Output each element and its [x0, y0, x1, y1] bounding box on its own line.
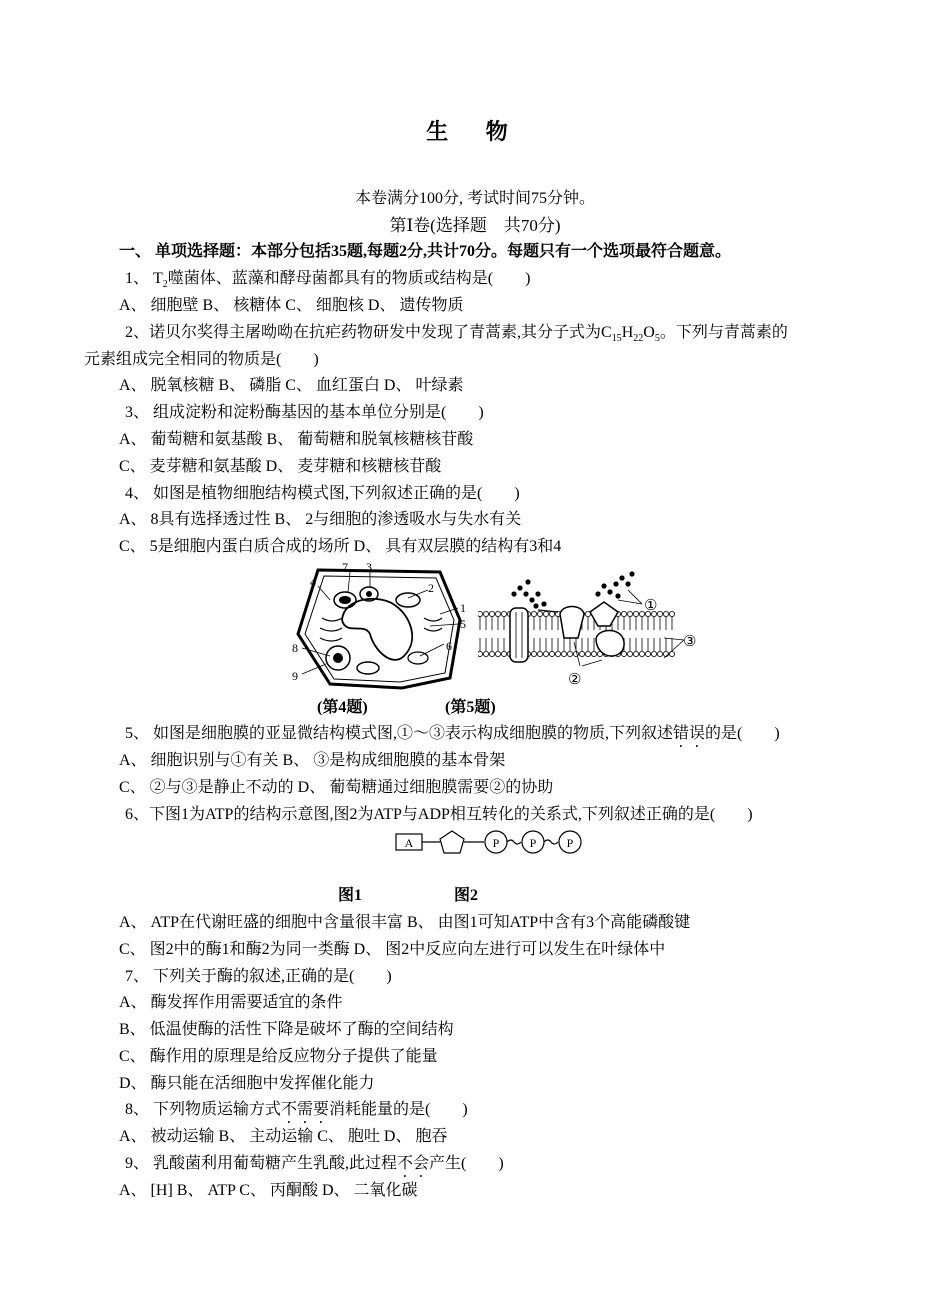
phospholipid-head: [621, 611, 626, 616]
phospholipid-head: [543, 611, 548, 616]
phospholipid-head: [639, 651, 644, 656]
membrane-label: ③: [683, 634, 697, 650]
page-title: 生 物: [426, 119, 524, 144]
question-3-options-cd: C、 麦芽糖和氨基酸 D、 麦芽糖和核糖核苷酸: [119, 458, 442, 475]
atp-label-phosphate: P: [566, 836, 574, 850]
phospholipid-head: [543, 651, 548, 656]
atp-structure-figure: [394, 828, 594, 858]
exam-info: 本卷满分100分, 考试时间75分钟。: [354, 190, 595, 207]
phospholipid-head: [489, 651, 494, 656]
question-9-stem: 9、 乳酸菌利用葡萄糖产生乳酸,此过程不会产生( ): [125, 1155, 504, 1172]
phospholipid-head: [501, 611, 506, 616]
question-2-options: A、 脱氧核糖 B、 磷脂 C、 血红蛋白 D、 叶绿素: [119, 377, 464, 394]
question-5-options-cd: C、 ②与③是静止不动的 D、 葡萄糖通过细胞膜需要②的协助: [119, 779, 554, 796]
question-1-stem: 1、 $T_2$噬菌体、蓝藻和酵母菌都具有的物质或结构是( ): [125, 270, 531, 291]
question-6-options-cd: C、 图2中的酶1和酶2为同一类酶 D、 图2中反应向左进行可以发生在叶绿体中: [119, 941, 666, 958]
phospholipid-head: [621, 651, 626, 656]
phospholipid-head: [627, 651, 632, 656]
part-heading: 第Ⅰ卷(选择题 共70分): [389, 216, 561, 235]
question-7-option-a: A、 酶发挥作用需要适宜的条件: [119, 994, 343, 1011]
cell-label: 9: [292, 669, 298, 683]
phospholipid-head: [483, 611, 488, 616]
phospholipid-head: [657, 611, 662, 616]
phospholipid-head: [645, 651, 650, 656]
phospholipid-head: [663, 611, 668, 616]
phospholipid-head: [531, 611, 536, 616]
cell-label: 4: [310, 575, 316, 589]
question-5-options-ab: A、 细胞识别与①有关 B、 ③是构成细胞膜的基本骨架: [119, 752, 506, 769]
question-3-stem: 3、 组成淀粉和淀粉酶基因的基本单位分别是( ): [125, 404, 484, 421]
figure-2-caption: 图2: [454, 887, 479, 904]
phospholipid-head: [501, 651, 506, 656]
question-7-option-b: B、 低温使酶的活性下降是破坏了酶的空间结构: [119, 1021, 454, 1038]
atp-label-phosphate: P: [492, 836, 500, 850]
phospholipid-head: [495, 611, 500, 616]
question-7-option-c: C、 酶作用的原理是给反应物分子提供了能量: [119, 1048, 438, 1065]
phospholipid-head: [633, 611, 638, 616]
question-6-stem: 6、下图1为ATP的结构示意图,图2为ATP与ADP相互转化的关系式,下列叙述正确的是( ): [125, 806, 753, 823]
phospholipid-head: [555, 651, 560, 656]
phospholipid-head: [495, 651, 500, 656]
phospholipid-head: [478, 651, 483, 656]
cell-label: 1: [460, 601, 466, 615]
phospholipid-head: [651, 651, 656, 656]
cell-label: 8: [292, 641, 298, 655]
section-heading: 一、 单项选择题：本部分包括35题,每题2分,共计70分。每题只有一个选项最符合题意。: [119, 243, 732, 260]
cell-label: 6: [446, 639, 452, 653]
membrane-label: ②: [568, 672, 582, 688]
question-5-stem: 5、 如图是细胞膜的亚显微结构模式图,①～③表示构成细胞膜的物质,下列叙述错误的是( ): [125, 725, 780, 742]
question-8-options: A、 被动运输 B、 主动运输 C、 胞吐 D、 胞吞: [119, 1128, 448, 1145]
phospholipid-head: [531, 651, 536, 656]
question-6-options-ab: A、 ATP在代谢旺盛的细胞中含量很丰富 B、 由图1可知ATP中含有3个高能磷酸键: [119, 914, 691, 931]
cell-label: 7: [342, 560, 348, 574]
phospholipid-head: [627, 611, 632, 616]
cell-membrane-figure: [478, 568, 700, 690]
atp-label-adenine: A: [404, 836, 414, 850]
phospholipid-head: [669, 611, 674, 616]
question-7-option-d: D、 酶只能在活细胞中发挥催化能力: [119, 1075, 375, 1092]
question-2-stem: 2、诺贝尔奖得主屠呦呦在抗疟药物研发中发现了青蒿素,其分子式为$C_{15}H_{22}O_5$。下列与青蒿素的: [125, 324, 788, 345]
phospholipid-head: [537, 651, 542, 656]
phospholipid-head: [483, 651, 488, 656]
figure-caption-q4: (第4题): [317, 699, 368, 716]
question-4-options-cd: C、 5是细胞内蛋白质合成的场所 D、 具有双层膜的结构有3和4: [119, 538, 562, 555]
phospholipid-head: [489, 611, 494, 616]
plant-cell-figure: [290, 560, 472, 692]
question-7-stem: 7、 下列关于酶的叙述,正确的是( ): [125, 968, 392, 985]
phospholipid-head: [478, 611, 483, 616]
phospholipid-head: [567, 651, 572, 656]
cell-label: 3: [366, 560, 372, 574]
phospholipid-head: [585, 651, 590, 656]
figure-caption-q5: (第5题): [445, 699, 496, 716]
question-4-options-ab: A、 8具有选择透过性 B、 2与细胞的渗透吸水与失水有关: [119, 511, 522, 528]
question-1-options: A、 细胞壁 B、 核糖体 C、 细胞核 D、 遗传物质: [119, 297, 464, 314]
cell-label: 2: [428, 581, 434, 595]
question-2-stem-continued: 元素组成完全相同的物质是( ): [84, 351, 319, 368]
question-9-options: A、 [H] B、 ATP C、 丙酮酸 D、 二氧化碳: [119, 1182, 418, 1199]
phospholipid-head: [633, 651, 638, 656]
phospholipid-head: [537, 611, 542, 616]
phospholipid-head: [591, 651, 596, 656]
atp-label-phosphate: P: [529, 836, 537, 850]
question-4-stem: 4、 如图是植物细胞结构模式图,下列叙述正确的是( ): [125, 485, 520, 502]
question-3-options-ab: A、 葡萄糖和氨基酸 B、 葡萄糖和脱氧核糖核苷酸: [119, 431, 474, 448]
phospholipid-head: [579, 651, 584, 656]
question-8-stem: 8、 下列物质运输方式不需要消耗能量的是( ): [125, 1101, 468, 1118]
figure-1-caption: 图1: [338, 887, 363, 904]
phospholipid-head: [657, 651, 662, 656]
cell-label: 5: [460, 617, 466, 631]
phospholipid-head: [561, 651, 566, 656]
phospholipid-head: [549, 651, 554, 656]
membrane-label: ①: [644, 598, 658, 614]
